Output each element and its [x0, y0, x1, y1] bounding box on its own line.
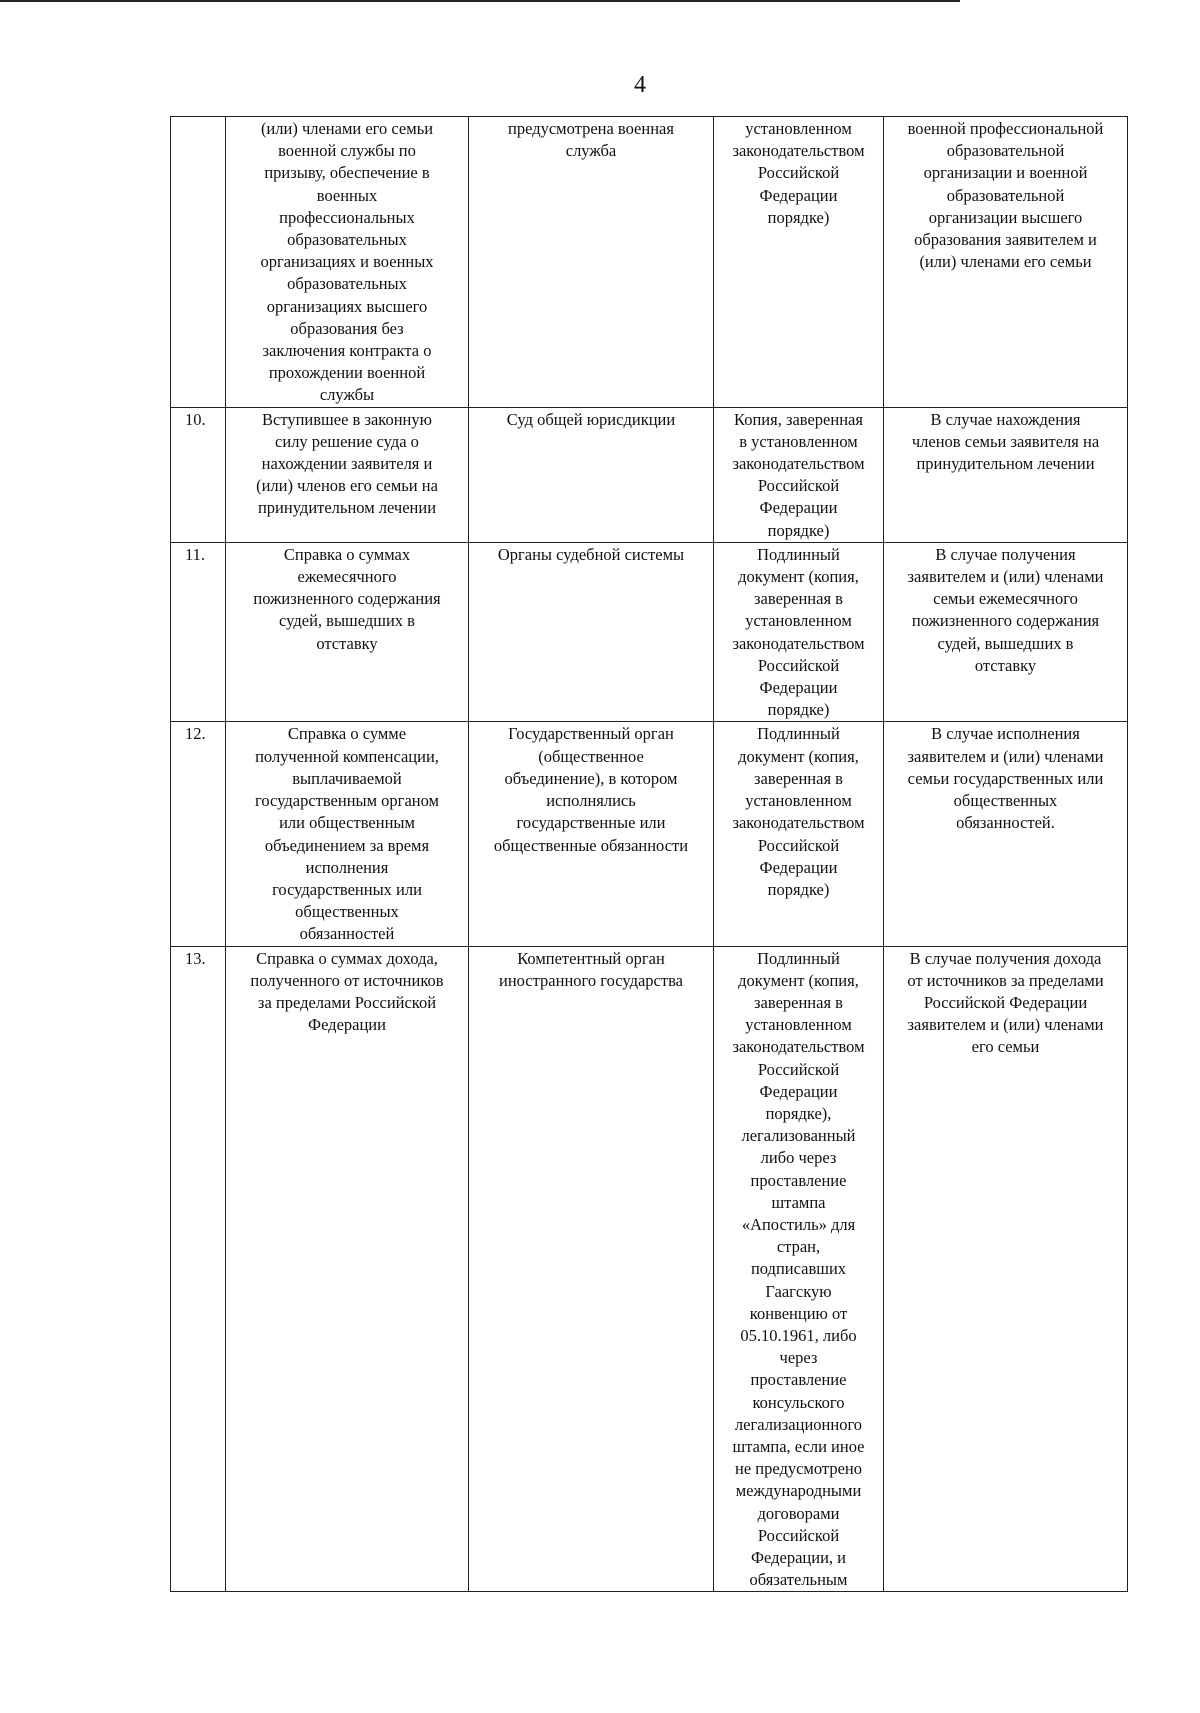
row-number: 13.: [171, 946, 226, 1592]
document-form-cell: Копия, заверенная в установленном законодательством Российской Федерации порядке): [714, 407, 884, 542]
condition-cell: В случае исполнения заявителем и (или) членами семьи государственных или общественных обязанностей.: [884, 722, 1128, 946]
document-form-cell: Подлинный документ (копия, заверенная в установленном законодательством Российской Федерации порядке), легализованный либо через проставление штампа «Апостиль» для стран, подписавших Гаагскую конвенцию от 05.10.1961, либо через проставление консульского легализационного штампа, если иное не предусмотрено международными договорами Российской Федерации, и обязательным: [714, 946, 884, 1592]
document-name-cell: Справка о сумме полученной компенсации, выплачиваемой государственным органом или общественным объединением за время исполнения государственных или общественных обязанностей: [226, 722, 469, 946]
row-number: 10.: [171, 407, 226, 542]
table-row-continuation: [171, 117, 1128, 408]
document-name-cell: (или) членами его семьи военной службы по призыву, обеспечение в военных профессиональных образовательных организациях и военных образовательных организациях высшего образования без заключения контракта о прохождении военной службы: [226, 117, 469, 408]
document-name-cell: Вступившее в законную силу решение суда о нахождении заявителя и (или) членов его семьи на принудительном лечении: [226, 407, 469, 542]
document-form-cell: Подлинный документ (копия, заверенная в установленном законодательством Российской Федерации порядке): [714, 542, 884, 722]
page-number: 4: [634, 72, 646, 98]
table-row-12: [171, 722, 1128, 946]
table-row-13: [171, 946, 1128, 1592]
document-name-cell: Справка о суммах ежемесячного пожизненного содержания судей, вышедших в отставку: [226, 542, 469, 722]
document-form-cell: установленном законодательством Российской Федерации порядке): [714, 117, 884, 408]
document-source-cell: предусмотрена военная служба: [469, 117, 714, 408]
row-number: [171, 117, 226, 408]
condition-cell: В случае получения заявителем и (или) членами семьи ежемесячного пожизненного содержания судей, вышедших в отставку: [884, 542, 1128, 722]
table-row-11: [171, 542, 1128, 722]
condition-cell: В случае нахождения членов семьи заявителя на принудительном лечении: [884, 407, 1128, 542]
document-source-cell: Государственный орган (общественное объединение), в котором исполнялись государственные или общественные обязанности: [469, 722, 714, 946]
document-source-cell: Органы судебной системы: [469, 542, 714, 722]
document-source-cell: Суд общей юрисдикции: [469, 407, 714, 542]
row-number: 12.: [171, 722, 226, 946]
document-name-cell: Справка о суммах дохода, полученного от источников за пределами Российской Федерации: [226, 946, 469, 1592]
row-number: 11.: [171, 542, 226, 722]
table-row-10: [171, 407, 1128, 542]
document-form-cell: Подлинный документ (копия, заверенная в установленном законодательством Российской Федерации порядке): [714, 722, 884, 946]
documents-table: [170, 116, 1128, 1592]
condition-cell: военной профессиональной образовательной организации и военной образовательной организации высшего образования заявителем и (или) членами его семьи: [884, 117, 1128, 408]
condition-cell: В случае получения дохода от источников за пределами Российской Федерации заявителем и (или) членами его семьи: [884, 946, 1128, 1592]
top-scan-edge-line: [0, 0, 960, 2]
document-source-cell: Компетентный орган иностранного государства: [469, 946, 714, 1592]
